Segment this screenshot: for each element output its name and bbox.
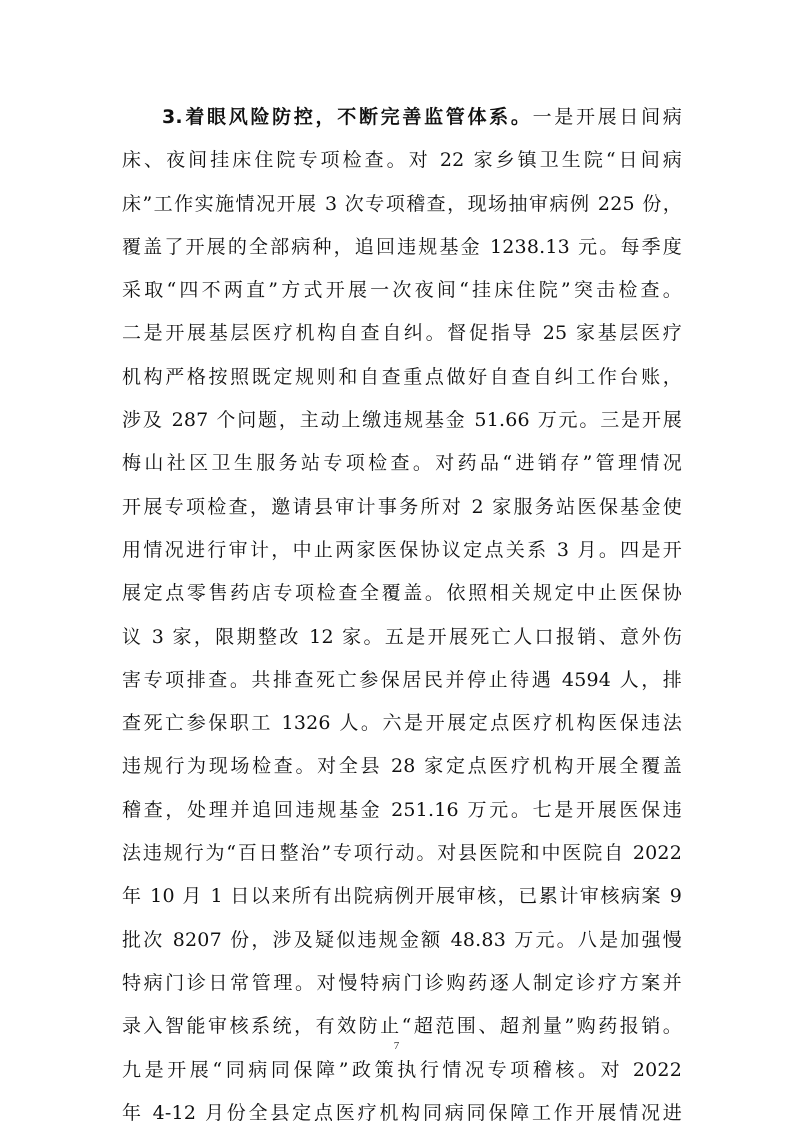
paragraph-line-16: 违规行为现场检查。对全县 28 家定点医疗机构开展全覆盖 [122, 755, 682, 778]
section-body [122, 96, 682, 1135]
paragraph-line-8: 涉及 287 个问题，主动上缴违规基金 51.66 万元。三是开展 [122, 409, 682, 432]
paragraph-line-5: 采取“四不两直”方式开展一次夜间“挂床住院”突击检查。 [122, 279, 682, 302]
section-heading: 3.着眼风险防控，不断完善监管体系。 [162, 106, 533, 128]
page-number: 7 [393, 1040, 400, 1052]
paragraph-line-13: 议 3 家，限期整改 12 家。五是开展死亡人口报销、意外伤 [122, 625, 682, 648]
paragraph-line-3: 床”工作实施情况开展 3 次专项稽查，现场抽审病例 225 份， [122, 192, 682, 215]
paragraph-line-9: 梅山社区卫生服务站专项检查。对药品“进销存”管理情况 [122, 452, 682, 475]
paragraph-line-15: 查死亡参保职工 1326 人。六是开展定点医疗机构医保违法 [122, 712, 682, 735]
paragraph-line-24: 年 4-12 月份全县定点医疗机构同病同保障工作开展情况进 [122, 1101, 682, 1124]
paragraph-line-19: 年 10 月 1 日以来所有出院病例开展审核，已累计审核病案 9 [122, 885, 682, 908]
paragraph-line-2: 床、夜间挂床住院专项检查。对 22 家乡镇卫生院“日间病 [122, 149, 682, 172]
paragraph-line-11: 用情况进行审计，中止两家医保协议定点关系 3 月。四是开 [122, 538, 682, 561]
paragraph-line-1 [122, 96, 682, 139]
paragraph-line-12: 展定点零售药店专项检查全覆盖。依照相关规定中止医保协 [122, 582, 682, 605]
paragraph-line-20: 批次 8207 份，涉及疑似违规金额 48.83 万元。八是加强慢 [122, 928, 682, 951]
paragraph-line-18: 法违规行为“百日整治”专项行动。对县医院和中医院自 2022 [122, 842, 682, 865]
paragraph-line-4: 覆盖了开展的全部病种，追回违规基金 1238.13 元。每季度 [122, 235, 682, 258]
paragraph-line-21: 特病门诊日常管理。对慢特病门诊购药逐人制定诊疗方案并 [122, 971, 682, 994]
paragraph-line-10: 开展专项检查，邀请县审计事务所对 2 家服务站医保基金使 [122, 495, 682, 518]
paragraph-line-14: 害专项排查。共排查死亡参保居民并停止待遇 4594 人，排 [122, 668, 682, 691]
paragraph-line-17: 稽查，处理并追回违规基金 251.16 万元。七是开展医保违 [122, 798, 682, 821]
paragraph-line-23: 九是开展“同病同保障”政策执行情况专项稽核。对 2022 [122, 1058, 682, 1081]
paragraph-line-7: 机构严格按照既定规则和自查重点做好自查自纠工作台账， [122, 365, 682, 388]
paragraph-line-6: 二是开展基层医疗机构自查自纠。督促指导 25 家基层医疗 [122, 322, 682, 345]
paragraph-line-22: 录入智能审核系统，有效防止“超范围、超剂量”购药报销。 [122, 1015, 682, 1038]
paragraph-line-text: 一是开展日间病 [532, 106, 682, 128]
